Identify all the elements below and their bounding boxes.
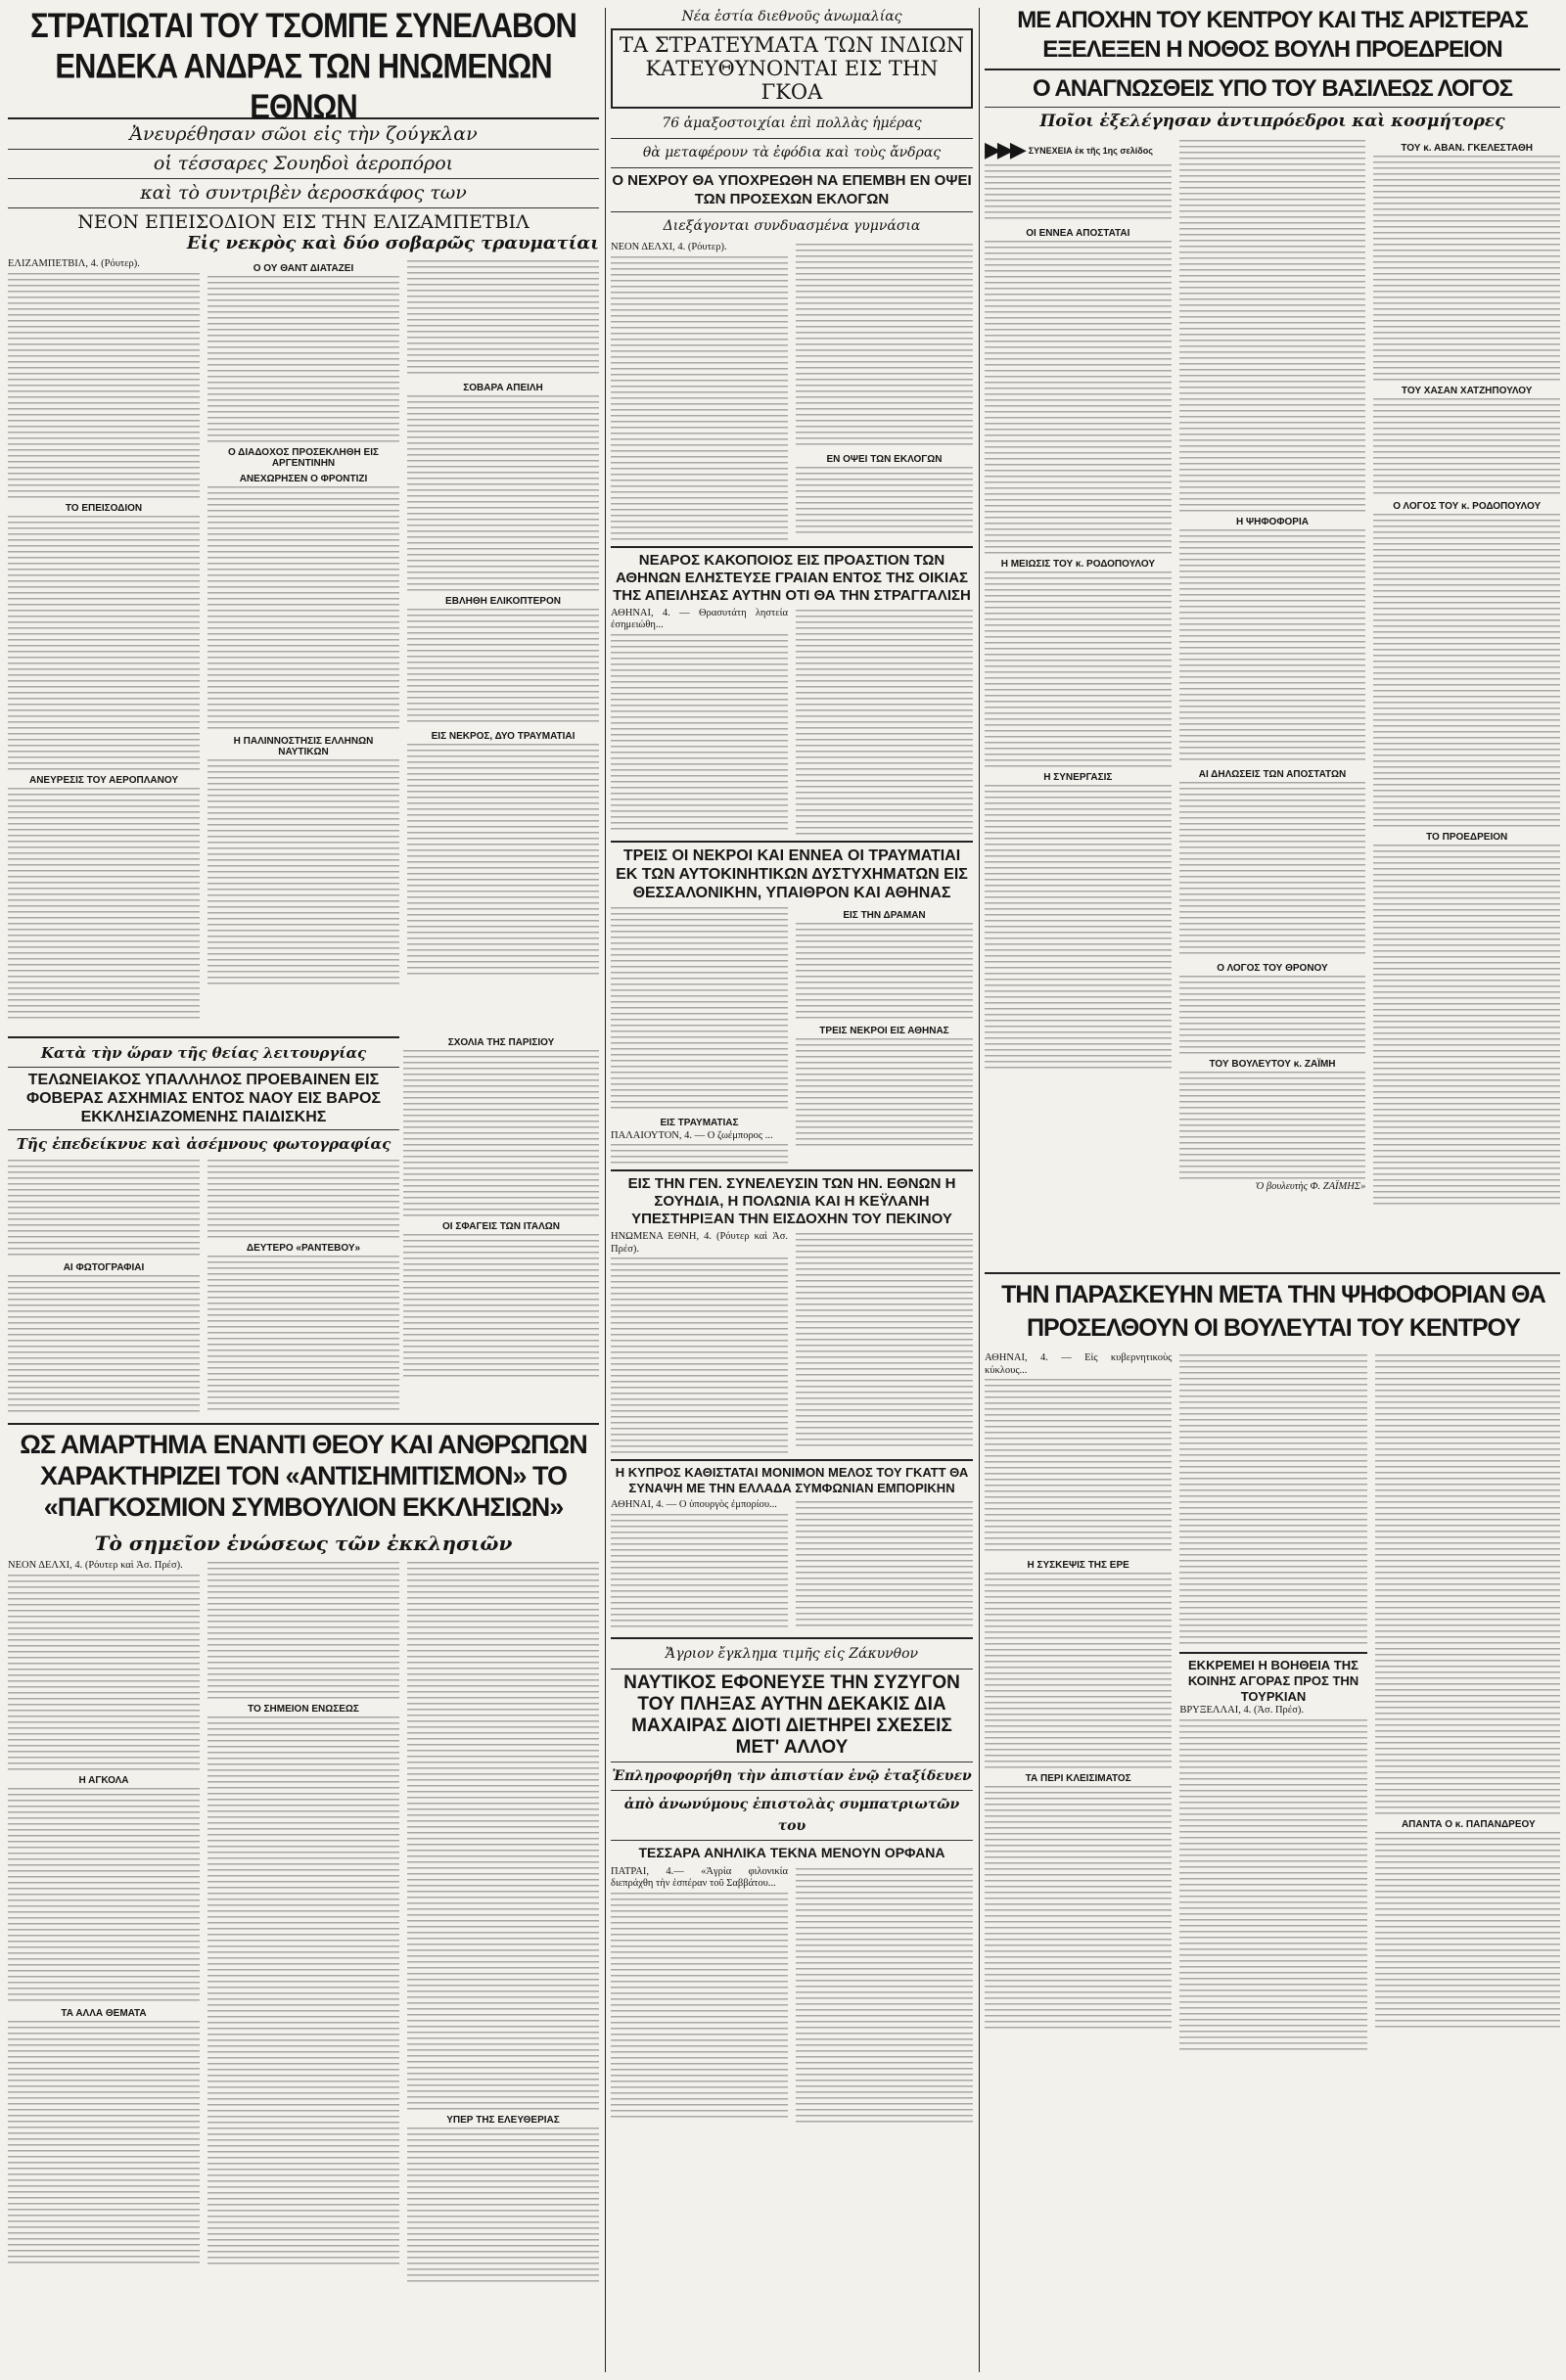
dateline: ΠΑΤΡΑΙ, 4.— «Ἀγρία φιλονικία διεπράχθη τὴν ἑσπέραν τοῦ Σαββάτου...	[611, 1865, 788, 1889]
article-text	[611, 1144, 788, 1164]
article-text	[407, 744, 599, 979]
signature: Ὁ βουλευτὴς Φ. ΖΑΪΜΗΣ»	[1255, 1181, 1366, 1192]
dateline: ΝΕΟΝ ΔΕΛΧΙ, 4. (Ρόυτερ καὶ Ἀσ. Πρέσ).	[8, 1560, 183, 1571]
divider	[611, 1637, 973, 1639]
article-text	[985, 572, 1172, 767]
article-text	[1373, 845, 1560, 1207]
middle-column	[611, 6, 973, 2374]
article-text	[611, 907, 788, 1113]
article-text	[207, 1160, 399, 1238]
india-headline: ΤΑ ΣΤΡΑΤΕΥΜΑΤΑ ΤΩΝ ΙΝΔΙΩΝ ΚΑΤΕΥΘΥΝΟΝΤΑΙ ΕΙΣ ΤΗΝ ΓΚΟΑ	[619, 33, 965, 104]
divider	[611, 1840, 973, 1841]
article-text	[611, 256, 788, 540]
article-text	[1179, 1719, 1366, 2052]
dateline: ΕΛΙΖΑΜΠΕΤΒΙΛ, 4. (Ρόυτερ).	[8, 258, 140, 269]
article-text	[611, 634, 788, 830]
subhead: Η ΜΕΙΩΣΙΣ ΤΟΥ κ. ΡΟΔΟΠΟΥΛΟΥ	[1000, 559, 1155, 570]
article-text	[8, 1788, 200, 2003]
article-text	[796, 1233, 973, 1448]
article-text	[407, 395, 599, 591]
tsombe-headline: ΣΤΡΑΤΙΩΤΑΙ ΤΟΥ ΤΣΟΜΠΕ ΣΥΝΕΛΑΒΟΝ ΕΝΔΕΚΑ ΑΝΔΡΑΣ ΤΩΝ ΗΝΩΜΕΝΩΝ ΕΘΝΩΝ	[30, 6, 576, 127]
dateline: ΑΘΗΝΑΙ, 4. — Θρασυτάτη ληστεία ἐσημειώθη...	[611, 607, 788, 630]
subhead: ΤΟΥ ΧΑΣΑΝ ΧΑΤΖΗΠΟΥΛΟΥ	[1401, 386, 1533, 396]
centre-headline3: Ο ΑΝΑΓΝΩΣΘΕΙΣ ΥΠΟ ΤΟΥ ΒΑΣΙΛΕΩΣ ΛΟΓΟΣ	[1032, 75, 1513, 102]
accidents-headline: ΤΡΕΙΣ ΟΙ ΝΕΚΡΟΙ ΚΑΙ ΕΝΝΕΑ ΟΙ ΤΡΑΥΜΑΤΙΑΙ ΕΚ ΤΩΝ ΑΥΤΟΚΙΝΗΤΙΚΩΝ ΔΥΣΤΥΧΗΜΑΤΩΝ ΕΙΣ ΘΕΣΣΑΛΟΝΙΚΗΝ, ΥΠΑΙΘΡΟΝ ΚΑΙ ΑΘΗΝΑΣ	[616, 847, 968, 901]
article-text	[1373, 398, 1560, 496]
gatt-headline: Η ΚΥΠΡΟΣ ΚΑΘΙΣΤΑΤΑΙ ΜΟΝΙΜΟΝ ΜΕΛΟΣ ΤΟΥ ΓΚΑΤΤ ΘΑ ΣΥΝΑΨΗ ΜΕ ΤΗΝ ΕΛΛΑΔΑ ΣΥΜΦΩΝΙΑΝ ΕΜΠΟΡΙΚΗΝ	[615, 1465, 969, 1495]
zakynthos-kicker: Ἄγριον ἔγκλημα τιμῆς εἰς Ζάκυνθον	[665, 1645, 919, 1662]
subhead: Η ΑΓΚΟΛΑ	[78, 1774, 129, 1786]
dateline: ΠΑΛΑΙΟΥΤΟΝ, 4. — Ο ζωέμπορος ...	[611, 1129, 773, 1141]
dateline: ΝΕΟΝ ΔΕΛΧΙ, 4. (Ρόυτερ).	[611, 242, 727, 252]
article-text	[796, 610, 973, 835]
article-text	[1373, 514, 1560, 827]
zakynthos-sub1: Ἐπληροφορήθη τὴν ἀπιστίαν ἐνῷ ἐταξίδευεν	[612, 1767, 972, 1784]
subhead: ΕΒΛΗΘΗ ΕΛΙΚΟΠΤΕΡΟΝ	[445, 596, 561, 607]
antisemitism-headline: ΩΣ ΑΜΑΡΤΗΜΑ ΕΝΑΝΤΙ ΘΕΟΥ ΚΑΙ ΑΝΘΡΩΠΩΝ ΧΑΡΑΚΤΗΡΙΖΕΙ ΤΟΝ «ΑΝΤΙΣΗΜΙΤΙΣΜΟΝ» ΤΟ «ΠΑΓΚΟΣΜΙΟΝ ΣΥΜΒΟΥΛΙΟΝ ΕΚΚΛΗΣΙΩΝ»	[20, 1430, 587, 1522]
article-text	[796, 244, 973, 449]
subhead: ΤΡΕΙΣ ΝΕΚΡΟΙ ΕΙΣ ΑΘΗΝΑΣ	[819, 1025, 949, 1036]
subhead: ΑΠΑΝΤΑ Ο κ. ΠΑΠΑΝΔΡΕΟΥ	[1401, 1819, 1536, 1830]
article-text	[8, 2021, 200, 2266]
india-sub1: 76 ἀμαξοστοιχίαι ἐπὶ πολλὰς ἡμέρας	[662, 115, 922, 131]
article-text	[8, 788, 200, 1023]
article-text	[407, 609, 599, 726]
subhead: ΥΠΕΡ ΤΗΣ ΕΛΕΥΘΕΡΙΑΣ	[446, 2115, 560, 2126]
dateline: ΒΡΥΞΕΛΛΑΙ, 4. (Ἀσ. Πρέσ).	[1179, 1705, 1304, 1716]
article-text	[985, 785, 1172, 1069]
article-text	[403, 1234, 599, 1381]
subhead: ΟΙ ΕΝΝΕΑ ΑΠΟΣΤΑΤΑΙ	[1026, 228, 1130, 239]
article-text	[796, 467, 973, 535]
article-text	[207, 759, 399, 984]
divider	[8, 149, 599, 150]
article-text	[611, 1514, 788, 1631]
friday-headline: ΤΗΝ ΠΑΡΑΣΚΕΥΗΝ ΜΕΤΑ ΤΗΝ ΨΗΦΟΦΟΡΙΑΝ ΘΑ ΠΡΟΣΕΛΘΟΥΝ ΟΙ ΒΟΥΛΕΥΤΑΙ ΤΟΥ ΚΕΝΤΡΟΥ	[1001, 1281, 1545, 1342]
article-text	[8, 1575, 200, 1770]
gatt-article	[611, 1459, 973, 1633]
divider	[8, 1423, 599, 1425]
subhead: Ο ΛΟΓΟΣ ΤΟΥ ΘΡΟΝΟΥ	[1217, 963, 1328, 974]
subhead: ΤΟ ΣΗΜΕΙΟΝ ΕΝΩΣΕΩΣ	[248, 1704, 359, 1715]
subhead: ΤΟ ΕΠΕΙΣΟΔΙΟΝ	[65, 502, 143, 514]
article-text	[1179, 140, 1366, 512]
article-text	[611, 1893, 788, 2118]
subhead: ΤΑ ΑΛΛΑ ΘΕΜΑΤΑ	[61, 2007, 147, 2019]
tsombe-sub1: Ἀνευρέθησαν σῶοι εἰς τὴν ζούγκλαν	[129, 123, 478, 145]
divider	[985, 1272, 1560, 1274]
divider	[985, 107, 1560, 108]
divider	[611, 1790, 973, 1791]
subhead: ΑΙ ΔΗΛΩΣΕΙΣ ΤΩΝ ΑΠΟΣΤΑΤΩΝ	[1198, 769, 1347, 780]
india-article	[611, 6, 973, 542]
article-text	[1375, 1832, 1560, 2028]
divider	[611, 1669, 973, 1670]
tsombe-body	[8, 258, 599, 1025]
subhead: ΑΝΕΥΡΕΣΙΣ ΤΟΥ ΑΕΡΟΠΛΑΝΟΥ	[28, 774, 179, 786]
divider	[8, 1129, 399, 1130]
subhead: ΣΧΟΛΙΑ ΤΗΣ ΠΑΡΙΣΙΟΥ	[447, 1037, 555, 1048]
divider	[8, 1036, 399, 1038]
church-article	[8, 1032, 399, 1414]
un-article	[611, 1169, 973, 1455]
column-rule	[979, 8, 980, 2372]
dateline: ΑΘΗΝΑΙ, 4. — Εἰς κυβερνητικοὺς κύκλους...	[985, 1352, 1173, 1376]
continuation-note: ΣΥΝΕΧΕΙΑ ἐκ τῆς 1ης σελίδος	[1028, 145, 1153, 156]
tsombe-sub3: καὶ τὸ συντριβὲν ἀεροσκάφος των	[140, 182, 467, 204]
article-text	[985, 241, 1172, 554]
subhead: ΕΝ ΟΨΕΙ ΤΩΝ ΕΚΛΟΓΩΝ	[826, 454, 943, 465]
subhead: ΤΑ ΠΕΡΙ ΚΛΕΙΣΙΜΑΤΟΣ	[1025, 1773, 1131, 1784]
article-text	[985, 164, 1172, 223]
zakynthos-headline: ΝΑΥΤΙΚΟΣ ΕΦΟΝΕΥΣΕ ΤΗΝ ΣΥΖΥΓΟΝ ΤΟΥ ΠΛΗΞΑΣ ΑΥΤΗΝ ΔΕΚΑΚΙΣ ΔΙΑ ΜΑΧΑΙΡΑΣ ΔΙΟΤΙ ΔΙΕΤΗΡΕΙ ΣΧΕΣΕΙΣ ΜΕΤ' ΑΛΛΟΥ	[623, 1671, 960, 1758]
subhead: ΤΟ ΠΡΟΕΔΡΕΙΟΝ	[1426, 832, 1508, 843]
subhead: ΤΟΥ ΒΟΥΛΕΥΤΟΥ κ. ΖΑΪΜΗ	[1209, 1059, 1336, 1070]
paris-article	[403, 1032, 599, 1414]
subhead: ΣΟΒΑΡΑ ΑΠΕΙΛΗ	[463, 383, 543, 393]
divider	[1179, 1652, 1366, 1654]
church-sub: Τῆς ἐπεδείκνυε καὶ ἀσέμνους φωτογραφίας	[16, 1135, 392, 1153]
turkey-headline: ΕΚΚΡΕΜΕΙ Η ΒΟΗΘΕΙΑ ΤΗΣ ΚΟΙΝΗΣ ΑΓΟΡΑΣ ΠΡΟΣ ΤΗΝ ΤΟΥΡΚΙΑΝ	[1187, 1658, 1359, 1704]
divider	[611, 167, 973, 168]
subhead: ΑΙ ΦΩΤΟΓΡΑΦΙΑΙ	[63, 1262, 145, 1273]
continuation-marker	[985, 138, 1172, 162]
subhead: Η ΣΥΣΚΕΨΙΣ ΤΗΣ ΕΡΕ	[1027, 1560, 1129, 1571]
subhead: Η ΨΗΦΟΦΟΡΙΑ	[1236, 517, 1309, 527]
centre-sub: Ποῖοι ἐξελέγησαν ἀντιπρόεδροι καὶ κοσμήτορες	[1039, 112, 1505, 131]
column-rule	[605, 8, 606, 2372]
subhead: ΕΙΣ ΤΡΑΥΜΑΤΙΑΣ	[660, 1117, 739, 1128]
divider	[8, 1067, 399, 1068]
article-text	[8, 516, 200, 770]
subhead: ΟΙ ΣΦΑΓΕΙΣ ΤΩΝ ΙΤΑΛΩΝ	[442, 1221, 560, 1232]
article-text	[207, 1716, 399, 2265]
article-text	[8, 273, 200, 498]
subhead: Η ΠΑΛΙΝΝΟΣΤΗΣΙΣ ΕΛΛΗΝΩΝ ΝΑΥΤΙΚΩΝ	[233, 736, 374, 757]
centre-headline2: ΕΞΕΛΕΞΕΝ Η ΝΟΘΟΣ ΒΟΥΛΗ ΠΡΟΕΔΡΕΙΟΝ	[1042, 36, 1502, 63]
article-text	[1179, 529, 1366, 764]
dateline: ΑΘΗΝΑΙ, 4. — Ο ὑπουργὸς ἐμπορίου...	[611, 1499, 777, 1510]
divider	[611, 138, 973, 139]
robbery-headline: ΝΕΑΡΟΣ ΚΑΚΟΠΟΙΟΣ ΕΙΣ ΠΡΟΑΣΤΙΟΝ ΤΩΝ ΑΘΗΝΩΝ ΕΛΗΣΤΕΥΣΕ ΓΡΑΙΑΝ ΕΝΤΟΣ ΤΗΣ ΟΙΚΙΑΣ ΤΗΣ ΑΠΕΙΛΗΣΑΣ ΑΥΤΗΝ ΟΤΙ ΘΑ ΤΗΝ ΣΤΡΑΓΓΑΛΙΣΗ	[613, 551, 971, 604]
india-sub3: Ο ΝΕΧΡΟΥ ΘΑ ΥΠΟΧΡΕΩΘΗ ΝΑ ΕΠΕΜΒΗ ΕΝ ΟΨΕΙ ΤΩΝ ΠΡΟΣΕΧΩΝ ΕΚΛΟΓΩΝ	[612, 172, 972, 207]
divider	[985, 69, 1560, 70]
article-text	[796, 1038, 973, 1146]
article-text	[611, 1258, 788, 1453]
accidents-article	[611, 841, 973, 1167]
divider	[611, 1169, 973, 1171]
subhead: ΑΝΕΧΩΡΗΣΕΝ Ο ΦΡΟΝΤΙΖΙ	[239, 474, 368, 484]
right-column	[985, 6, 1560, 2374]
article-text	[1179, 976, 1366, 1054]
divider	[611, 841, 973, 843]
article-text	[207, 1256, 399, 1412]
subhead: ΕΙΣ ΤΗΝ ΔΡΑΜΑΝ	[843, 909, 926, 921]
centre-headline1: ΜΕ ΑΠΟΧΗΝ ΤΟΥ ΚΕΝΤΡΟΥ ΚΑΙ ΤΗΣ ΑΡΙΣΤΕΡΑΣ	[1017, 7, 1528, 33]
dateline: ΗΝΩΜΕΝΑ ΕΘΝΗ, 4. (Ρόυτερ καὶ Ἀσ. Πρέσ).	[611, 1231, 788, 1255]
zakynthos-sub3: ΤΕΣΣΑΡΑ ΑΝΗΛΙΚΑ ΤΕΚΝΑ ΜΕΝΟΥΝ ΟΡΦΑΝΑ	[638, 1844, 945, 1860]
article-text	[407, 2128, 599, 2284]
subhead: Ο ΔΙΑΔΟΧΟΣ ΠΡΟΣΕΚΛΗΘΗ ΕΙΣ ΑΡΓΕΝΤΙΝΗΝ	[228, 447, 379, 469]
article-text	[207, 276, 399, 442]
triple-arrow-icon: ▶▶▶	[985, 138, 1023, 162]
article-text	[796, 1501, 973, 1628]
tsombe-sub5: Εἰς νεκρὸς καὶ δύο σοβαρῶς τραυματίαι	[186, 233, 599, 253]
article-text	[985, 1786, 1172, 2031]
subhead: ΕΙΣ ΝΕΚΡΟΣ, ΔΥΟ ΤΡΑΥΜΑΤΙΑΙ	[431, 731, 576, 742]
india-kicker: Νέα ἑστία διεθνοῦς ἀνωμαλίας	[681, 9, 902, 24]
friday-article	[985, 1268, 1560, 2054]
antisemitism-sub: Τὸ σημεῖον ἑνώσεως τῶν ἐκκλησιῶν	[94, 1532, 513, 1555]
article-text	[8, 1160, 200, 1258]
article-text	[1179, 1354, 1366, 1648]
article-text	[1375, 1354, 1560, 1814]
article-text	[985, 1573, 1172, 1768]
india-sub4: Διεξάγονται συνδυασμένα γυμνάσια	[663, 218, 921, 234]
article-text	[985, 1379, 1172, 1555]
un-headline: ΕΙΣ ΤΗΝ ΓΕΝ. ΣΥΝΕΛΕΥΣΙΝ ΤΩΝ ΗΝ. ΕΘΝΩΝ Η ΣΟΥΗΔΙΑ, Η ΠΟΛΩΝΙΑ ΚΑΙ Η ΚΕΫΛΑΝΗ ΥΠΕΣΤΗΡΙΞΑΝ ΤΗΝ ΕΙΣΔΟΧΗΝ ΤΟΥ ΠΕΚΙΝΟΥ	[627, 1175, 956, 1227]
subhead: ΤΟΥ κ. ΑΒΑΝ. ΓΚΕΛΕΣΤΑΘΗ	[1401, 143, 1533, 154]
article-text	[207, 486, 399, 731]
antisemitism-article	[8, 1419, 599, 2373]
article-text	[1179, 782, 1366, 958]
divider	[611, 211, 973, 212]
article-text	[796, 1868, 973, 2123]
article-text	[407, 260, 599, 378]
india-headline-box	[611, 28, 973, 109]
zakynthos-article	[611, 1637, 973, 2125]
subhead: Ο ΛΟΓΟΣ ΤΟΥ κ. ΡΟΔΟΠΟΥΛΟΥ	[1393, 501, 1542, 512]
subhead: Ο ΟΥ ΘΑΝΤ ΔΙΑΤΑΖΕΙ	[253, 263, 354, 274]
article-text	[207, 1562, 399, 1699]
article-text	[403, 1050, 599, 1216]
divider	[8, 178, 599, 179]
robbery-article	[611, 546, 973, 837]
tsombe-sub4: ΝΕΟΝ ΕΠΕΙΣΟΔΙΟΝ ΕΙΣ ΤΗΝ ΕΛΙΖΑΜΠΕΤΒΙΛ	[77, 211, 530, 233]
church-kicker: Κατὰ τὴν ὥραν τῆς θείας λειτουργίας	[40, 1044, 367, 1062]
divider	[611, 546, 973, 548]
article-text	[1179, 1072, 1366, 1179]
divider	[8, 207, 599, 208]
zakynthos-sub2: ἀπὸ ἀνωνύμους ἐπιστολὰς συμπατριωτῶν του	[623, 1796, 960, 1834]
tsombe-sub2: οἱ τέσσαρες Σουηδοὶ ἀεροπόροι	[153, 153, 454, 174]
centre-article	[985, 6, 1560, 1209]
church-headline: ΤΕΛΩΝΕΙΑΚΟΣ ΥΠΑΛΛΗΛΟΣ ΠΡΟΕΒΑΙΝΕΝ ΕΙΣ ΦΟΒΕΡΑΣ ΑΣΧΗΜΙΑΣ ΕΝΤΟΣ ΝΑΟΥ ΕΙΣ ΒΑΡΟΣ ΕΚΚΛΗΣΙΑΖΟΜΕΝΗΣ ΠΑΙΔΙΣΚΗΣ	[25, 1072, 382, 1125]
article-text	[8, 1275, 200, 1412]
article-text	[796, 923, 973, 1021]
divider	[611, 1459, 973, 1461]
article-text	[1373, 156, 1560, 381]
article-text	[407, 1562, 599, 2110]
india-sub2: θὰ μεταφέρουν τὰ ἐφόδια καὶ τοὺς ἄνδρας	[642, 145, 942, 160]
subhead: ΔΕΥΤΕΡΟ «ΡΑΝΤΕΒΟΥ»	[246, 1243, 361, 1254]
subhead: Η ΣΥΝΕΡΓΑΣΙΣ	[1043, 772, 1113, 783]
